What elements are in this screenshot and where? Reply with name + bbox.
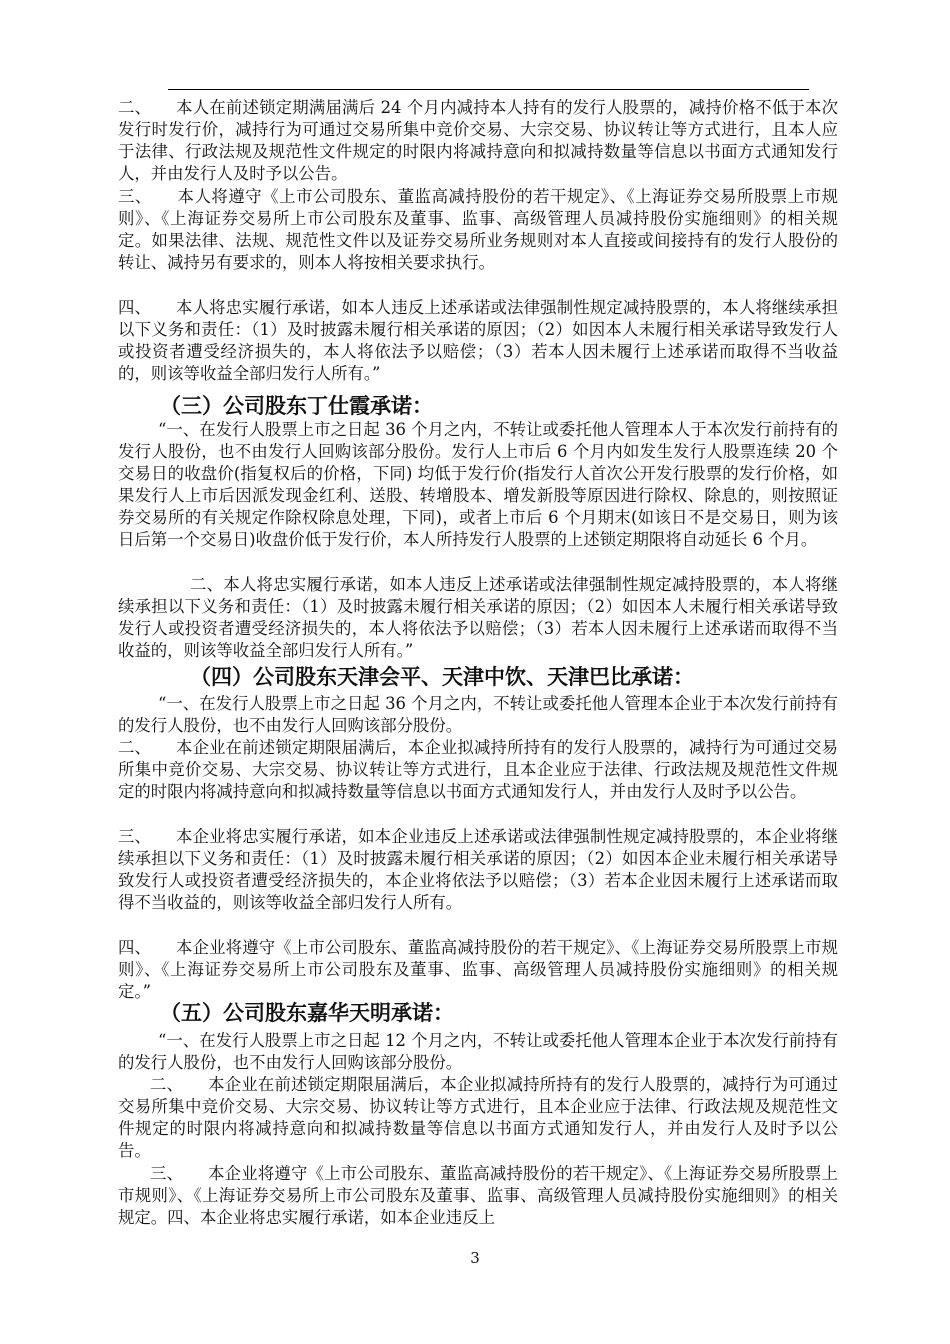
paragraph: 二、 本企业在前述锁定期限届满后，本企业拟减持所持有的发行人股票的，减持行为可通过交易所集中竞价交易、大宗交易、协议转让等方式进行，且本企业应于法律、行政法规及规范性文件规定的时限内将减持意向和拟减持数量等信息以书面方式通知发行人，并由发行人及时予以公告。 [118,1075,838,1160]
paragraph: 四、 本企业将遵守《上市公司股东、董监高减持股份的若干规定》、《上海证券交易所股票上市规则》、《上海证券交易所上市公司股东及董事、监事、高级管理人员减持股份实施细则》的相关规定。” [118,938,838,1001]
section-heading: （三）公司股东丁仕霞承诺： [160,394,433,418]
paragraph: 二、本人将忠实履行承诺，如本人违反上述承诺或法律强制性规定减持股票的，本人将继续承担以下义务和责任：（1）及时披露未履行相关承诺的原因；（2）如因本人未履行相关承诺导致发行人或投资者遭受经济损失的，本人将依法予以赔偿；（3）若本人因未履行上述承诺而取得不当收益的，则该等收益全部归发行人所有。” [118,575,838,660]
paragraph: “一、在发行人股票上市之日起 36 个月之内，不转让或委托他人管理本人于本次发行前持有的发行人股份，也不由发行人回购该部分股份。发行人上市后 6 个月内如发生发行人股票连续 20 个交易日的收盘价(指复权后的价格，下同) 均低于发行价(指发行人首次公开发行股票的发行价格，如果发行人上市后因派发现金红利、送股、转增股本、增发新股等原因进行除权、除息的，则按照证券交易所的有关规定作除权除息处理，下同)，或者上市后 6 个月期末(如该日不是交易日，则为该日后第一个交易日)收盘价低于发行价，本人所持发行人股票的上述锁定期限将自动延长 6 个月。 [118,420,838,549]
section-heading: （四）公司股东天津会平、天津中饮、天津巴比承诺： [190,665,694,689]
page-number: 3 [470,1249,480,1267]
paragraph: 三、 本企业将遵守《上市公司股东、董监高减持股份的若干规定》、《上海证券交易所股票上市规则》、《上海证券交易所上市公司股东及董事、监事、高级管理人员减持股份实施细则》的相关规定。四、本企业将忠实履行承诺，如本企业违反上 [118,1164,838,1227]
paragraph: 三、 本企业将忠实履行承诺，如本企业违反上述承诺或法律强制性规定减持股票的，本企业将继续承担以下义务和责任：（1）及时披露未履行相关承诺的原因；（2）如因本企业未履行相关承诺导致发行人或投资者遭受经济损失的，本企业将依法予以赔偿；（3）若本企业因未履行上述承诺而取得不当收益的，则该等收益全部归发行人所有。 [118,827,838,912]
paragraph: 四、 本人将忠实履行承诺，如本人违反上述承诺或法律强制性规定减持股票的，本人将继续承担以下义务和责任：（1）及时披露未履行相关承诺的原因；（2）如因本人未履行相关承诺导致发行人或投资者遭受经济损失的，本人将依法予以赔偿；（3）若本人因未履行上述承诺而取得不当收益的，则该等收益全部归发行人所有。” [118,298,838,383]
paragraph: 二、 本人在前述锁定期满届满后 24 个月内减持本人持有的发行人股票的，减持价格不低于本次发行时发行价，减持行为可通过交易所集中竞价交易、大宗交易、协议转让等方式进行，且本人应于法律、行政法规及规范性文件规定的时限内将减持意向和拟减持数量等信息以书面方式通知发行人，并由发行人及时予以公告。 [118,98,838,183]
section-heading: （五）公司股东嘉华天明承诺： [160,1001,454,1025]
paragraph: “一、在发行人股票上市之日起 12 个月之内，不转让或委托他人管理本企业于本次发行前持有的发行人股份，也不由发行人回购该部分股份。 [118,1031,838,1072]
paragraph: 三、 本人将遵守《上市公司股东、董监高减持股份的若干规定》、《上海证券交易所股票上市规则》、《上海证券交易所上市公司股东及董事、监事、高级管理人员减持股份实施细则》的相关规定。如果法律、法规、规范性文件以及证券交易所业务规则对本人直接或间接持有的发行人股份的转让、减持另有要求的，则本人将按相关要求执行。 [118,187,838,272]
header-rule [168,89,809,90]
paragraph: 二、 本企业在前述锁定期限届满后，本企业拟减持所持有的发行人股票的，减持行为可通过交易所集中竞价交易、大宗交易、协议转让等方式进行，且本企业应于法律、行政法规及规范性文件规定的时限内将减持意向和拟减持数量等信息以书面方式通知发行人，并由发行人及时予以公告。 [118,738,838,801]
paragraph: “一、在发行人股票上市之日起 36 个月之内，不转让或委托他人管理本企业于本次发行前持有的发行人股份，也不由发行人回购该部分股份。 [118,694,838,735]
